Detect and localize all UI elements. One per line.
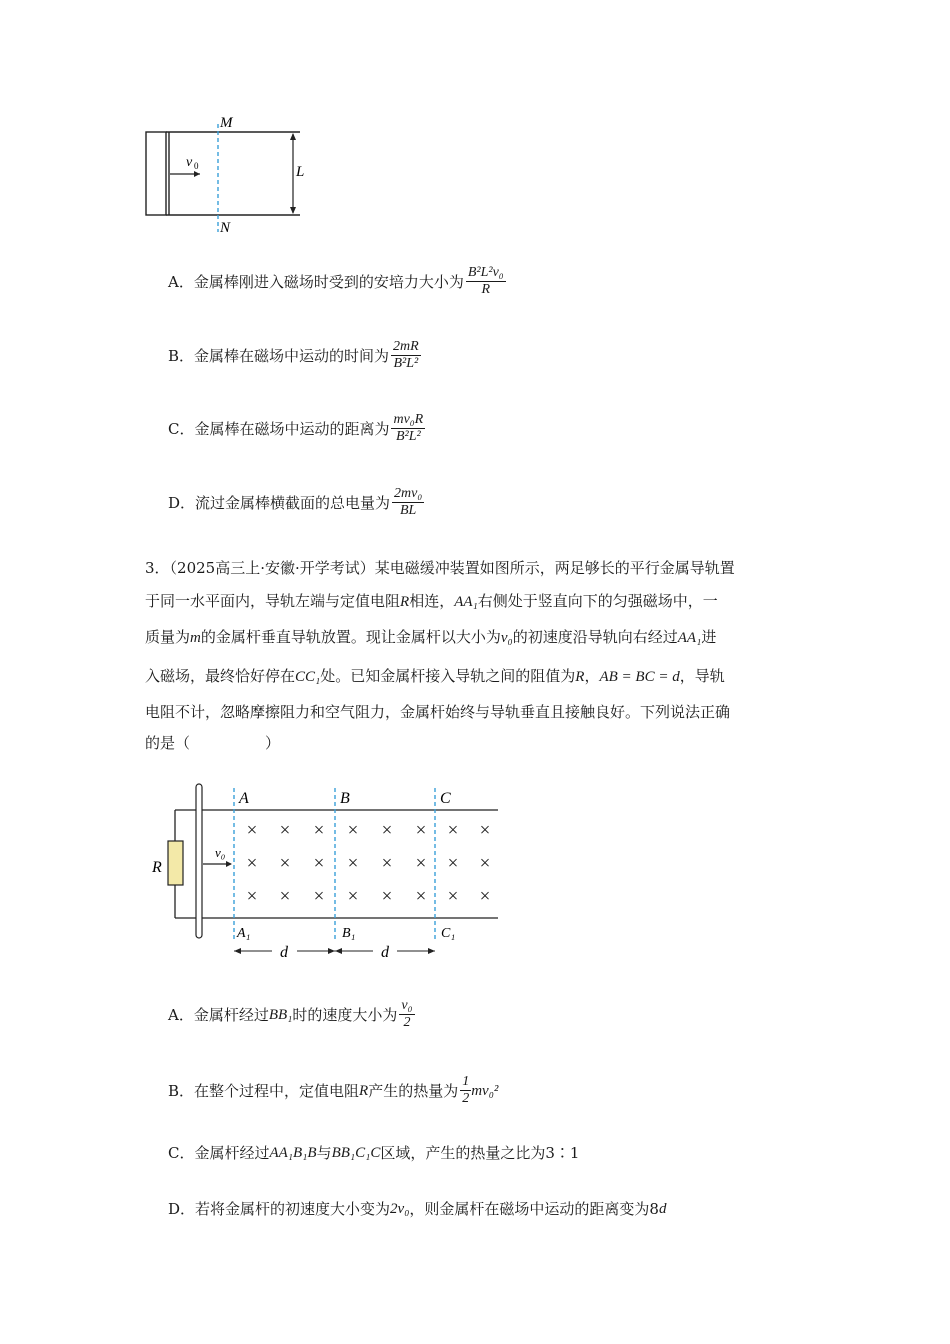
field-cross: × — [447, 886, 459, 907]
label-b1: B₁ — [342, 926, 356, 941]
q3-line-4 — [145, 665, 725, 688]
q3-option-c[interactable] — [168, 1143, 579, 1163]
label-n: N — [220, 220, 231, 236]
q3-option-b-r: R — [359, 1082, 369, 1099]
option-c-den: B²L² — [395, 429, 421, 444]
option-d-fraction — [392, 486, 424, 519]
q3-line-4d: ，导轨 — [679, 667, 725, 685]
option-b-fraction — [391, 339, 421, 372]
field-cross: × — [347, 820, 359, 841]
q3-line-4c: ， — [584, 667, 600, 685]
label-c: C — [440, 790, 451, 807]
option-d[interactable] — [168, 486, 424, 519]
q3-option-c-mid1: 与 — [316, 1144, 332, 1162]
label-d1: d — [280, 944, 288, 961]
field-cross: × — [279, 853, 291, 874]
label-a: A — [239, 790, 249, 807]
q3-line-2 — [145, 590, 718, 613]
q3-line-2b: 相连， — [409, 592, 455, 610]
q3-var-cc1: CC₁ — [295, 669, 321, 685]
field-cross: × — [479, 853, 491, 874]
field-cross: × — [381, 886, 393, 907]
label-l: L — [296, 164, 305, 180]
metal-rod — [146, 132, 166, 215]
label-c1: C₁ — [441, 926, 456, 941]
field-cross: × — [246, 853, 258, 874]
q3-line-4b: 处。已知金属杆接入导轨之间的阻值为 — [320, 667, 576, 685]
q3-option-b-fraction — [460, 1074, 471, 1107]
q3-line-6: 的是（ ） — [145, 734, 281, 752]
option-b-den: B²L² — [393, 356, 419, 371]
option-c[interactable] — [168, 412, 425, 445]
q3-option-d-mid: ，则金属杆在磁场中运动的距离变为8 — [409, 1200, 659, 1218]
option-c-num: mv₀R — [393, 412, 424, 427]
q3-option-d-v: 2v₀ — [390, 1201, 410, 1217]
resistor — [168, 841, 183, 885]
q3-line-2a: 于同一水平面内，导轨左端与定值电阻 — [145, 592, 401, 610]
q3-option-d-tail: d — [658, 1201, 667, 1217]
q3-line-4a: 入磁场，最终恰好停在 — [145, 667, 296, 685]
q3-line-3 — [145, 626, 716, 649]
figure-1-diagram — [140, 110, 320, 240]
option-a-num: B²L²v₀ — [467, 265, 504, 280]
label-r: R — [152, 859, 162, 876]
q3-var-r: R — [400, 594, 410, 610]
q3-option-c-text: C．金属杆经过 — [168, 1144, 270, 1162]
option-a-den: R — [481, 282, 491, 297]
q3-option-b-den: 2 — [462, 1091, 470, 1106]
field-cross: × — [381, 820, 393, 841]
field-cross: × — [313, 886, 325, 907]
q3-var-m: m — [190, 630, 201, 646]
label-v-sub: 0 — [194, 161, 199, 171]
label-v: v — [186, 155, 193, 170]
field-cross: × — [415, 820, 427, 841]
q3-option-c-v2: BB₁C₁C — [331, 1145, 381, 1161]
field-cross: × — [415, 853, 427, 874]
field-cross: × — [447, 853, 459, 874]
option-b-text: B．金属棒在磁场中运动的时间为 — [168, 346, 390, 365]
q3-var-aa1: AA₁ — [454, 594, 478, 610]
q3-line-3a: 质量为 — [145, 628, 191, 646]
magnetic-field-crosses — [247, 820, 491, 907]
label-b: B — [340, 790, 350, 807]
option-d-num: 2mv₀ — [394, 486, 423, 501]
option-a-text: A．金属棒刚进入磁场时受到的安培力大小为 — [168, 272, 464, 291]
q3-line-1: 3．（2025高三上·安徽·开学考试）某电磁缓冲装置如图所示，两足够长的平行金属导轨置 — [145, 559, 735, 577]
q3-option-a-var: BB₁ — [268, 1006, 293, 1023]
field-cross: × — [479, 820, 491, 841]
q3-var-r-2: R — [575, 669, 585, 685]
q3-line-5: 电阻不计，忽略摩擦阻力和空气阻力，金属杆始终与导轨垂直且接触良好。下列说法正确 — [145, 703, 731, 721]
option-b[interactable] — [168, 339, 421, 372]
q3-line-2c: 右侧处于竖直向下的匀强磁场中，一 — [477, 592, 718, 610]
field-cross: × — [313, 820, 325, 841]
option-a[interactable] — [168, 265, 506, 298]
field-cross: × — [447, 820, 459, 841]
q3-line-3b: 的金属杆垂直导轨放置。现让金属杆以大小为 — [200, 628, 501, 646]
option-d-text: D．流过金属棒横截面的总电量为 — [168, 493, 391, 512]
figure-2-diagram — [145, 780, 510, 970]
field-cross: × — [246, 886, 258, 907]
q3-option-b-tail: mv₀² — [471, 1082, 499, 1099]
q3-equation: AB = BC = d — [599, 669, 680, 685]
q3-option-b[interactable] — [168, 1074, 498, 1107]
q3-option-a[interactable] — [168, 998, 415, 1031]
q3-option-a-fraction — [399, 998, 414, 1031]
field-cross: × — [415, 886, 427, 907]
label-a1: A₁ — [237, 926, 251, 941]
q3-option-c-v1: AA₁B₁B — [269, 1145, 317, 1161]
q3-var-aa1-2: AA₁ — [677, 630, 702, 646]
label-m: M — [220, 115, 233, 131]
q3-line-3d: 进 — [701, 628, 717, 646]
option-a-fraction — [466, 265, 506, 298]
field-cross: × — [347, 853, 359, 874]
field-cross: × — [313, 853, 325, 874]
option-d-den: BL — [399, 503, 417, 518]
field-cross: × — [381, 853, 393, 874]
field-cross: × — [279, 820, 291, 841]
q3-option-d-text: D．若将金属杆的初速度大小变为 — [168, 1200, 391, 1218]
q3-option-b-num: 1 — [462, 1074, 470, 1089]
q3-option-d[interactable] — [168, 1199, 666, 1219]
q3-var-v0: v₀ — [500, 630, 513, 646]
field-cross: × — [347, 886, 359, 907]
field-cross: × — [246, 820, 258, 841]
label-v0: v₀ — [215, 845, 226, 860]
q3-option-a-text: A．金属杆经过 — [168, 1005, 269, 1024]
q3-option-c-mid2: 区域，产生的热量之比为3∶1 — [380, 1144, 580, 1162]
metal-bar — [196, 784, 202, 938]
q3-option-b-text: B．在整个过程中，定值电阻 — [168, 1081, 360, 1100]
q3-option-a-den: 2 — [403, 1015, 411, 1030]
option-b-num: 2mR — [393, 339, 419, 354]
q3-option-a-mid: 时的速度大小为 — [292, 1005, 398, 1024]
field-cross: × — [279, 886, 291, 907]
q3-line-3c: 的初速度沿导轨向右经过 — [512, 628, 678, 646]
option-c-text: C．金属棒在磁场中运动的距离为 — [168, 419, 390, 438]
q3-option-b-mid: 产生的热量为 — [368, 1081, 459, 1100]
q3-option-a-num: v₀ — [401, 998, 413, 1013]
label-d2: d — [381, 944, 389, 961]
field-cross: × — [479, 886, 491, 907]
option-c-fraction — [391, 412, 425, 445]
